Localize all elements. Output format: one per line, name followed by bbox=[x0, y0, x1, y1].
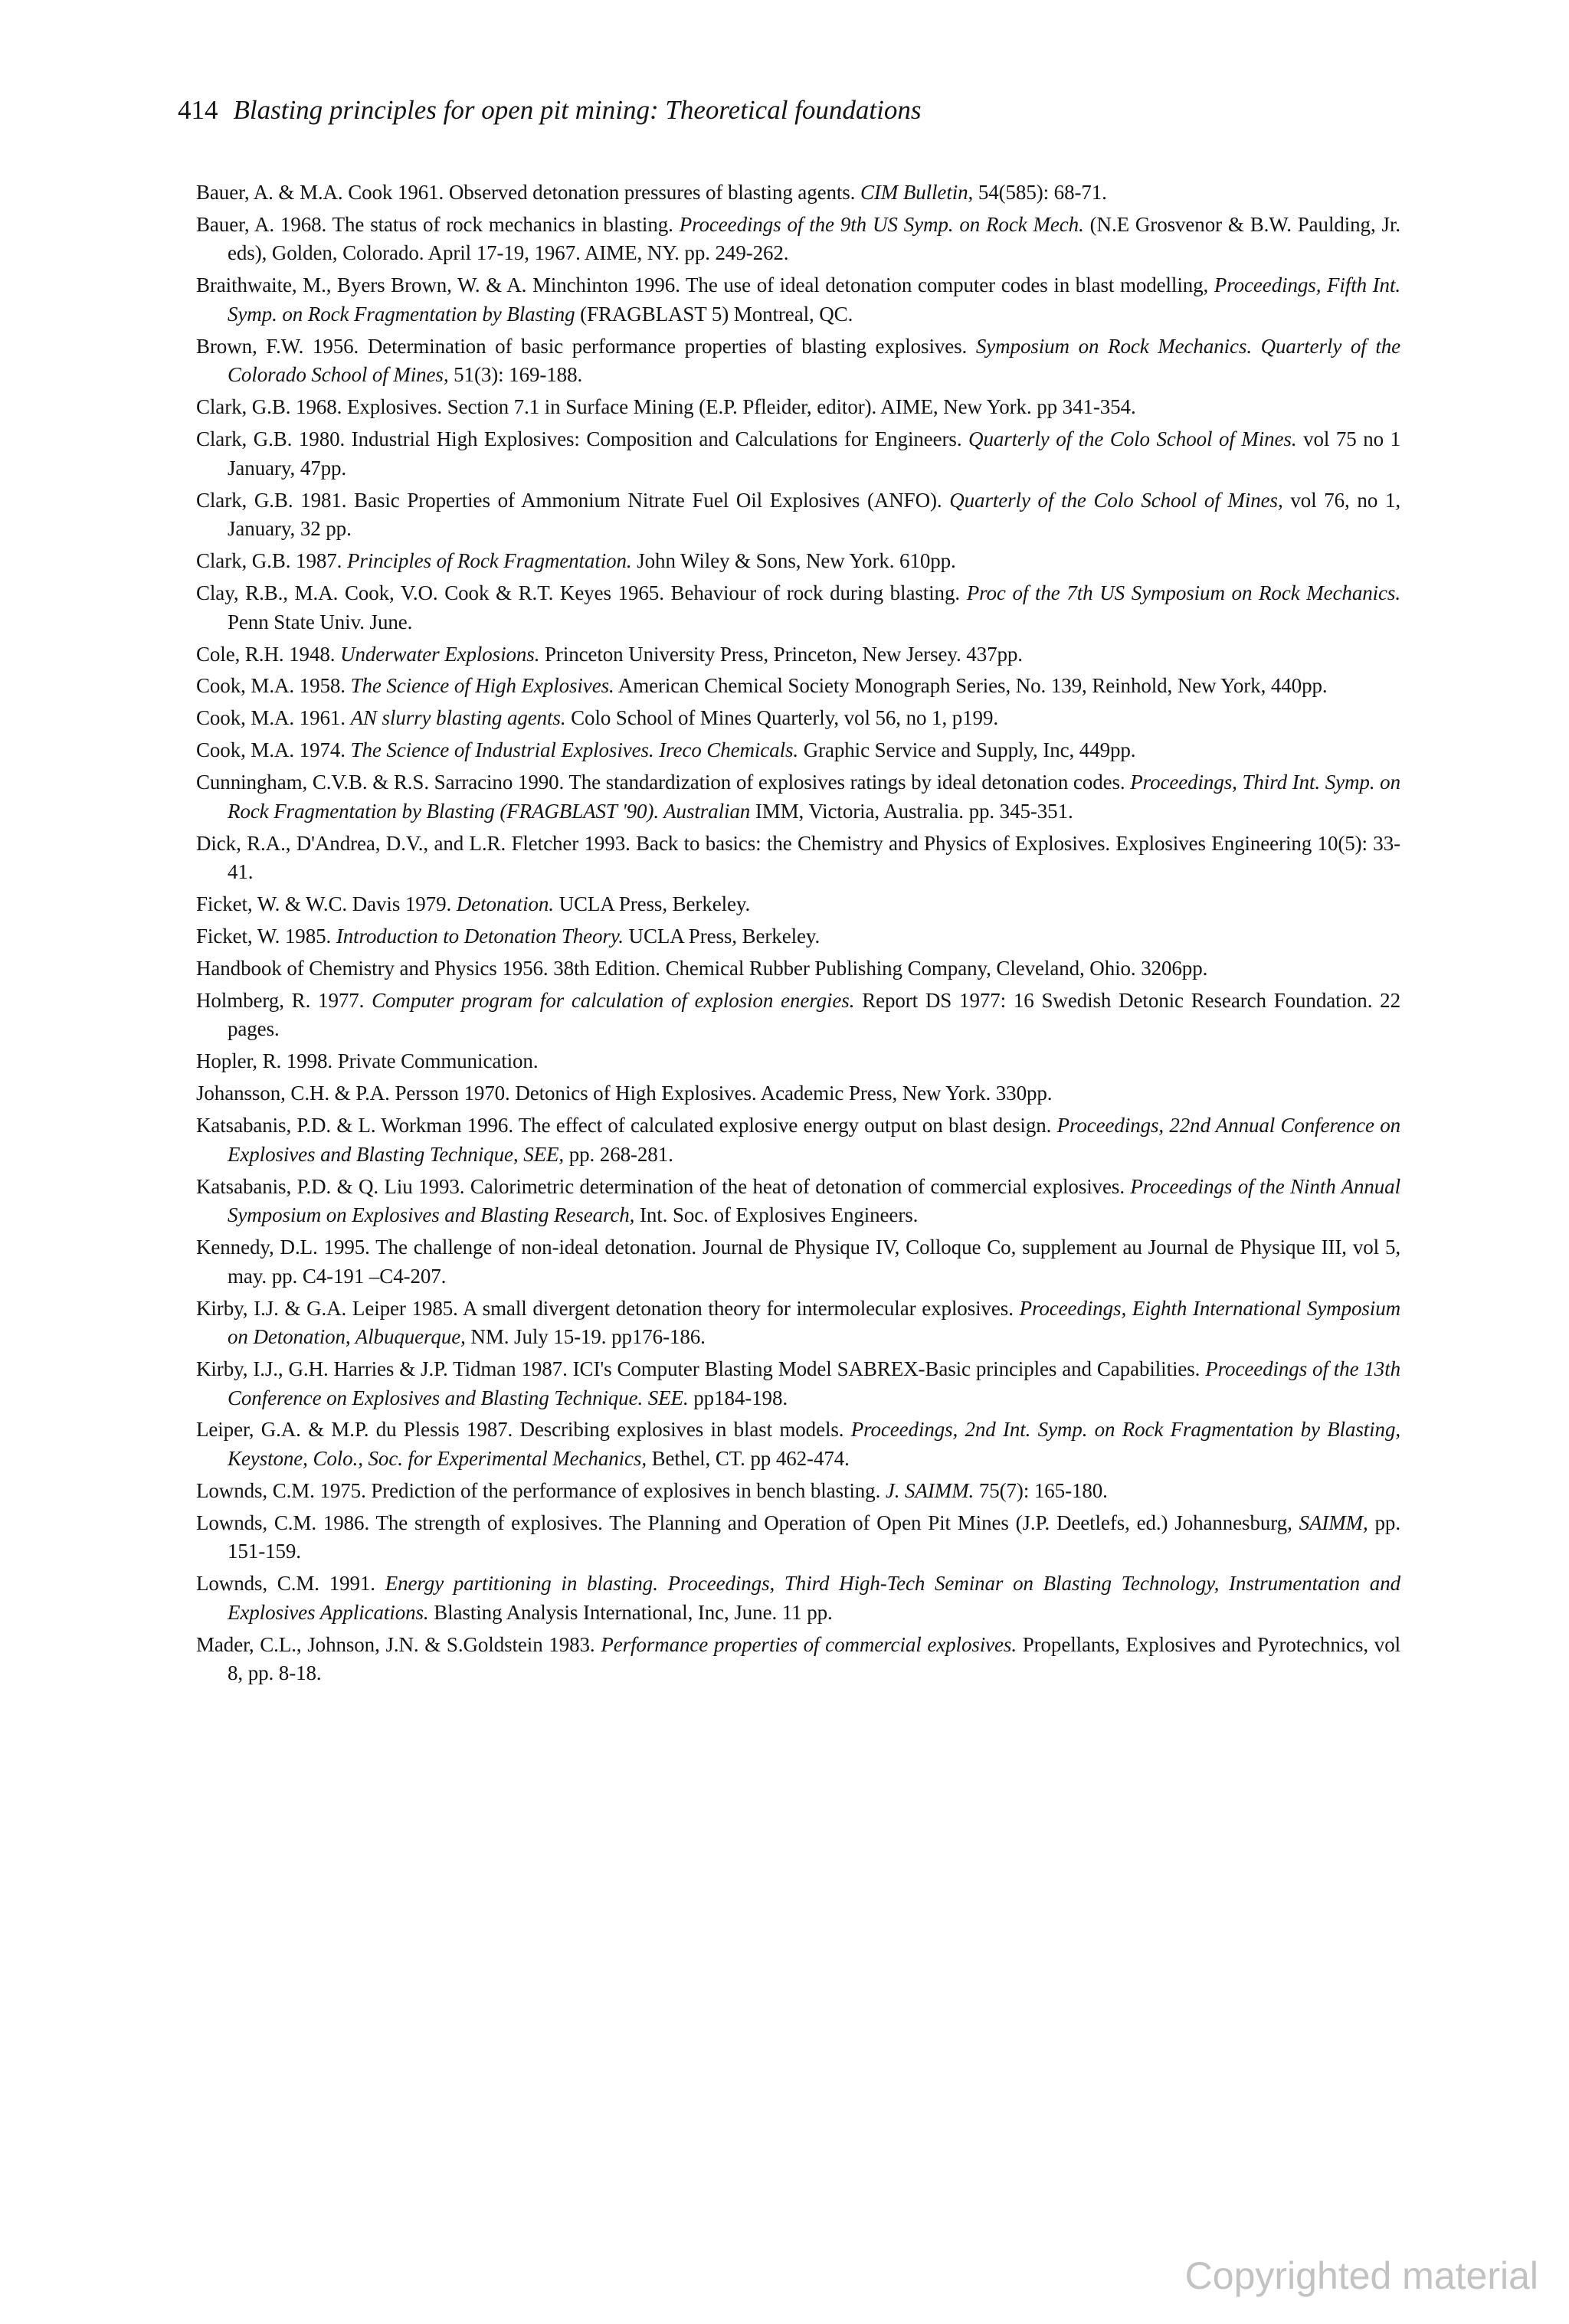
reference-entry bbox=[196, 486, 1400, 544]
reference-italic-title: Computer program for calculation of explosion energies. bbox=[372, 988, 855, 1012]
reference-entry bbox=[196, 768, 1400, 826]
reference-italic-title: Quarterly of the Colo School of Mines. bbox=[968, 427, 1297, 451]
reference-entry bbox=[196, 1079, 1400, 1108]
reference-text: Katsabanis, P.D. & Q. Liu 1993. Calorimetric determination of the heat of detonation of commercial explosives. bbox=[196, 1174, 1131, 1198]
reference-text: Brown, F.W. 1956. Determination of basic performance properties of blasting explosives. bbox=[196, 334, 976, 358]
reference-italic-title: Underwater Explosions. bbox=[340, 642, 540, 666]
reference-text: (FRAGBLAST 5) Montreal, QC. bbox=[575, 302, 853, 326]
reference-text: vol 76, no 1, January, 32 pp. bbox=[228, 488, 1400, 541]
reference-text: pp. 268-281. bbox=[564, 1142, 673, 1166]
reference-italic-title: Proceedings of the 9th US Symp. on Rock Mech. bbox=[679, 212, 1084, 236]
reference-entry bbox=[196, 211, 1400, 268]
running-title: Blasting principles for open pit mining: Theoretical foundations bbox=[233, 95, 922, 125]
reference-text: Katsabanis, P.D. & L. Workman 1996. The effect of calculated explosive energy output on blast design. bbox=[196, 1114, 1057, 1137]
reference-text: Cook, M.A. 1961. bbox=[196, 706, 351, 730]
reference-entry bbox=[196, 672, 1400, 701]
reference-italic-title: Detonation. bbox=[456, 892, 554, 916]
reference-entry bbox=[196, 1295, 1400, 1352]
reference-text: Cook, M.A. 1974. bbox=[196, 738, 351, 762]
page-number: 414 bbox=[178, 95, 218, 125]
reference-italic-title: Proceedings, Fifth Int. Symp. on Rock Fragmentation by Blasting bbox=[228, 273, 1400, 326]
reference-text: Lownds, C.M. 1991. bbox=[196, 1572, 385, 1596]
reference-italic-title: SAIMM, bbox=[1299, 1511, 1368, 1534]
reference-text: Kirby, I.J., G.H. Harries & J.P. Tidman 1987. ICI's Computer Blasting Model SABREX-Basic principles and Capabilities. bbox=[196, 1357, 1206, 1380]
reference-entry bbox=[196, 393, 1400, 422]
reference-entry bbox=[196, 1111, 1400, 1169]
reference-entry bbox=[196, 640, 1400, 669]
reference-entry bbox=[196, 579, 1400, 637]
reference-text: Johansson, C.H. & P.A. Persson 1970. Detonics of High Explosives. Academic Press, New York. 330pp. bbox=[196, 1082, 1053, 1105]
reference-text: Clark, G.B. 1981. Basic Properties of Ammonium Nitrate Fuel Oil Explosives (ANFO). bbox=[196, 488, 950, 512]
reference-entry bbox=[196, 271, 1400, 329]
reference-entry bbox=[196, 1570, 1400, 1627]
reference-text: Braithwaite, M., Byers Brown, W. & A. Minchinton 1996. The use of ideal detonation computer codes in blast modelling, bbox=[196, 273, 1214, 297]
reference-text: Cunningham, C.V.B. & R.S. Sarracino 1990. The standardization of explosives ratings by ideal detonation codes. bbox=[196, 771, 1131, 794]
reference-text: Cook, M.A. 1958. bbox=[196, 674, 351, 698]
reference-italic-title: Proceedings, Eighth International Symposium on Detonation, Albuquerque, bbox=[228, 1296, 1400, 1349]
reference-text: Graphic Service and Supply, Inc, 449pp. bbox=[798, 738, 1136, 762]
reference-entry bbox=[196, 1173, 1400, 1230]
reference-text: Holmberg, R. 1977. bbox=[196, 988, 372, 1012]
reference-text: Dick, R.A., D'Andrea, D.V., and L.R. Fletcher 1993. Back to basics: the Chemistry and Physics of Explosives. Explosives Engineering 10(5): 33-41. bbox=[196, 831, 1400, 884]
reference-italic-title: Proceedings, Third Int. Symp. on Rock Fragmentation by Blasting (FRAGBLAST '90). Australian bbox=[228, 771, 1400, 823]
reference-entry bbox=[196, 1355, 1400, 1412]
reference-entry bbox=[196, 425, 1400, 483]
reference-text: Clark, G.B. 1980. Industrial High Explosives: Composition and Calculations for Engineers. bbox=[196, 427, 969, 451]
reference-entry bbox=[196, 987, 1400, 1044]
reference-entry bbox=[196, 704, 1400, 733]
reference-italic-title: Energy partitioning in blasting. Proceedings, Third High-Tech Seminar on Blasting Technology, Instrumentation and Explosives Applications. bbox=[228, 1572, 1400, 1624]
reference-italic-title: AN slurry blasting agents. bbox=[350, 706, 566, 730]
reference-italic-title: Proceedings of the Ninth Annual Symposium on Explosives and Blasting Research, bbox=[228, 1174, 1400, 1227]
reference-text: pp. 151-159. bbox=[228, 1511, 1400, 1563]
reference-text: NM. July 15-19. pp176-186. bbox=[465, 1325, 706, 1349]
reference-text: (N.E Grosvenor & B.W. Paulding, Jr. eds), Golden, Colorado. April 17-19, 1967. AIME, NY. pp. 249-262. bbox=[228, 212, 1400, 265]
reference-entry bbox=[196, 736, 1400, 765]
reference-text: Colo School of Mines Quarterly, vol 56, no 1, p199. bbox=[565, 706, 999, 730]
reference-text: Clay, R.B., M.A. Cook, V.O. Cook & R.T. Keyes 1965. Behaviour of rock during blasting. bbox=[196, 581, 967, 605]
reference-text: 75(7): 165-180. bbox=[974, 1478, 1108, 1502]
reference-text: Clark, G.B. 1987. bbox=[196, 549, 347, 573]
reference-text: Penn State Univ. June. bbox=[228, 610, 413, 633]
reference-italic-title: Proceedings, 2nd Int. Symp. on Rock Fragmentation by Blasting, Keystone, Colo., Soc. for Experimental Mechanics, bbox=[228, 1418, 1400, 1471]
reference-text: 54(585): 68-71. bbox=[973, 181, 1107, 204]
reference-text: Lownds, C.M. 1975. Prediction of the performance of explosives in bench blasting. bbox=[196, 1478, 886, 1502]
reference-text: Leiper, G.A. & M.P. du Plessis 1987. Describing explosives in blast models. bbox=[196, 1418, 851, 1442]
reference-italic-title: The Science of High Explosives. bbox=[350, 674, 614, 698]
reference-italic-title: Performance properties of commercial explosives. bbox=[601, 1632, 1017, 1656]
reference-text: Princeton University Press, Princeton, New Jersey. 437pp. bbox=[539, 642, 1023, 666]
reference-italic-title: The Science of Industrial Explosives. Ireco Chemicals. bbox=[350, 738, 799, 762]
reference-text: Kirby, I.J. & G.A. Leiper 1985. A small divergent detonation theory for intermolecular explosives. bbox=[196, 1296, 1020, 1320]
reference-text: Ficket, W. & W.C. Davis 1979. bbox=[196, 892, 457, 916]
reference-text: Cole, R.H. 1948. bbox=[196, 642, 341, 666]
reference-text: IMM, Victoria, Australia. pp. 345-351. bbox=[750, 799, 1073, 823]
reference-text: Int. Soc. of Explosives Engineers. bbox=[634, 1203, 919, 1227]
reference-text: Mader, C.L., Johnson, J.N. & S.Goldstein 1983. bbox=[196, 1632, 601, 1656]
reference-text: Propellants, Explosives and Pyrotechnics, vol 8, pp. 8-18. bbox=[228, 1632, 1400, 1685]
reference-entry bbox=[196, 332, 1400, 390]
reference-italic-title: J. SAIMM. bbox=[885, 1478, 974, 1502]
reference-text: Handbook of Chemistry and Physics 1956. 38th Edition. Chemical Rubber Publishing Company, Cleveland, Ohio. 3206pp. bbox=[196, 956, 1208, 980]
reference-entry bbox=[196, 954, 1400, 984]
reference-text: Clark, G.B. 1968. Explosives. Section 7.1 in Surface Mining (E.P. Pfleider, editor). AIME, New York. pp 341-354. bbox=[196, 395, 1136, 419]
reference-text: 51(3): 169-188. bbox=[448, 363, 583, 387]
reference-text: Ficket, W. 1985. bbox=[196, 925, 336, 948]
reference-italic-title: Proceedings of the 13th Conference on Explosives and Blasting Technique. SEE. bbox=[228, 1357, 1400, 1409]
reference-entry bbox=[196, 830, 1400, 887]
reference-entry bbox=[196, 1631, 1400, 1688]
reference-italic-title: Proceedings, 22nd Annual Conference on Explosives and Blasting Technique, SEE, bbox=[228, 1114, 1400, 1166]
reference-text: Bethel, CT. pp 462-474. bbox=[646, 1447, 850, 1471]
reference-text: Bauer, A. & M.A. Cook 1961. Observed detonation pressures of blasting agents. bbox=[196, 181, 860, 204]
reference-text: Kennedy, D.L. 1995. The challenge of non-ideal detonation. Journal de Physique IV, Colloque Co, supplement au Journal de Physique III, vol 5, may. pp. C4-191 –C4-207. bbox=[196, 1236, 1400, 1288]
reference-entry bbox=[196, 178, 1400, 208]
reference-italic-title: Principles of Rock Fragmentation. bbox=[346, 549, 632, 573]
reference-entry bbox=[196, 1509, 1400, 1566]
reference-entry bbox=[196, 1047, 1400, 1076]
reference-text: Blasting Analysis International, Inc, June. 11 pp. bbox=[428, 1600, 833, 1624]
reference-italic-title: Quarterly of the Colo School of Mines, bbox=[949, 488, 1283, 512]
reference-italic-title: Introduction to Detonation Theory. bbox=[336, 925, 624, 948]
reference-text: UCLA Press, Berkeley. bbox=[623, 925, 821, 948]
reference-text: pp184-198. bbox=[688, 1386, 788, 1409]
reference-italic-title: Symposium on Rock Mechanics. Quarterly of the Colorado School of Mines, bbox=[228, 334, 1400, 387]
page-header bbox=[178, 93, 921, 127]
reference-text: Lownds, C.M. 1986. The strength of explosives. The Planning and Operation of Open Pit Mines (J.P. Deetlefs, ed.) Johannesburg, bbox=[196, 1511, 1299, 1534]
reference-entry bbox=[196, 1233, 1400, 1291]
reference-text: UCLA Press, Berkeley. bbox=[553, 892, 751, 916]
reference-entry bbox=[196, 890, 1400, 919]
reference-text: American Chemical Society Monograph Series, No. 139, Reinhold, New York, 440pp. bbox=[614, 674, 1328, 698]
reference-text: Report DS 1977: 16 Swedish Detonic Research Foundation. 22 pages. bbox=[228, 988, 1400, 1041]
reference-text: Hopler, R. 1998. Private Communication. bbox=[196, 1049, 539, 1073]
reference-italic-title: CIM Bulletin, bbox=[860, 181, 974, 204]
reference-entry bbox=[196, 1477, 1400, 1506]
reference-entry bbox=[196, 922, 1400, 951]
reference-text: vol 75 no 1 January, 47pp. bbox=[228, 427, 1400, 480]
reference-text: John Wiley & Sons, New York. 610pp. bbox=[631, 549, 956, 573]
reference-entry bbox=[196, 547, 1400, 576]
reference-italic-title: Proc of the 7th US Symposium on Rock Mechanics. bbox=[966, 581, 1400, 605]
reference-entry bbox=[196, 1416, 1400, 1473]
copyright-watermark: Copyrighted material bbox=[1184, 2254, 1538, 2297]
reference-list bbox=[196, 178, 1400, 1691]
reference-text: Bauer, A. 1968. The status of rock mechanics in blasting. bbox=[196, 212, 680, 236]
